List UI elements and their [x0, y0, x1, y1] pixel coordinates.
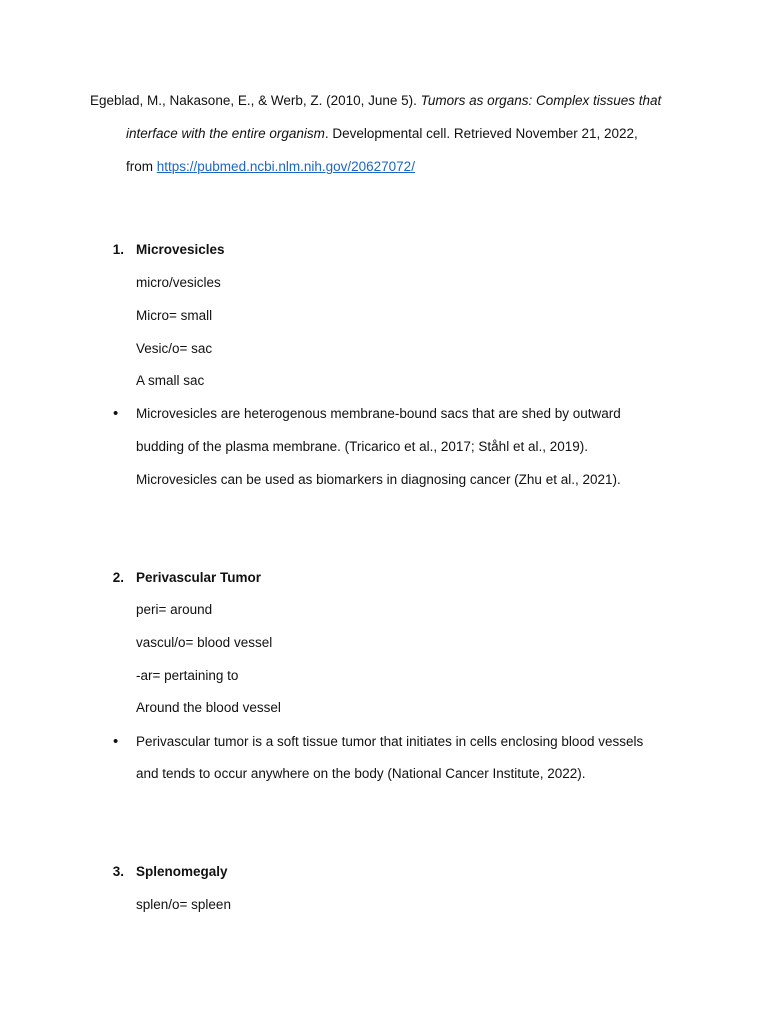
section-1-line: Vesic/o= sac	[136, 341, 213, 356]
citation-url-link[interactable]: https://pubmed.ncbi.nlm.nih.gov/20627072/	[156, 159, 415, 174]
section-2-line: -ar= pertaining to	[136, 668, 239, 683]
section-2-line: peri= around	[136, 602, 213, 617]
section-2-bullet: •	[113, 733, 119, 750]
section-2-line: vascul/o= blood vessel	[136, 635, 273, 650]
citation-source: . Developmental cell. Retrieved November 21, 2022,	[324, 126, 638, 141]
section-1-line: micro/vesicles	[136, 275, 221, 290]
citation-title-part2: interface with the entire organism	[126, 126, 325, 141]
citation-line-3	[126, 159, 415, 174]
section-2-heading: Perivascular Tumor	[136, 570, 262, 585]
citation-line-2	[126, 126, 638, 141]
section-3-heading: Splenomegaly	[136, 864, 228, 879]
section-1-heading: Microvesicles	[136, 242, 225, 257]
section-1-line: Micro= small	[136, 308, 213, 323]
section-2-number: 2.	[112, 570, 124, 585]
section-3-line: splen/o= spleen	[136, 897, 231, 912]
section-1-number: 1.	[112, 242, 124, 257]
section-1-bullet-text: budding of the plasma membrane. (Tricarico et al., 2017; Ståhl et al., 2019).	[136, 439, 588, 454]
section-1-bullet: •	[113, 405, 119, 422]
citation-title-part1: Tumors as organs: Complex tissues that	[420, 93, 662, 108]
citation-authors: Egeblad, M., Nakasone, E., & Werb, Z. (2010, June 5).	[90, 93, 421, 108]
section-2-bullet-text: Perivascular tumor is a soft tissue tumor that initiates in cells enclosing blood vessels	[136, 734, 644, 749]
section-2-bullet-text: and tends to occur anywhere on the body (National Cancer Institute, 2022).	[136, 766, 586, 781]
section-2-line: Around the blood vessel	[136, 700, 281, 715]
section-1-bullet-text: Microvesicles are heterogenous membrane-bound sacs that are shed by outward	[136, 406, 621, 421]
section-1-line: A small sac	[136, 373, 205, 388]
citation-line-1	[90, 93, 661, 108]
section-3-number: 3.	[112, 864, 124, 879]
section-1-bullet-text: Microvesicles can be used as biomarkers in diagnosing cancer (Zhu et al., 2021).	[136, 472, 621, 487]
citation-from-label: from	[126, 159, 157, 174]
